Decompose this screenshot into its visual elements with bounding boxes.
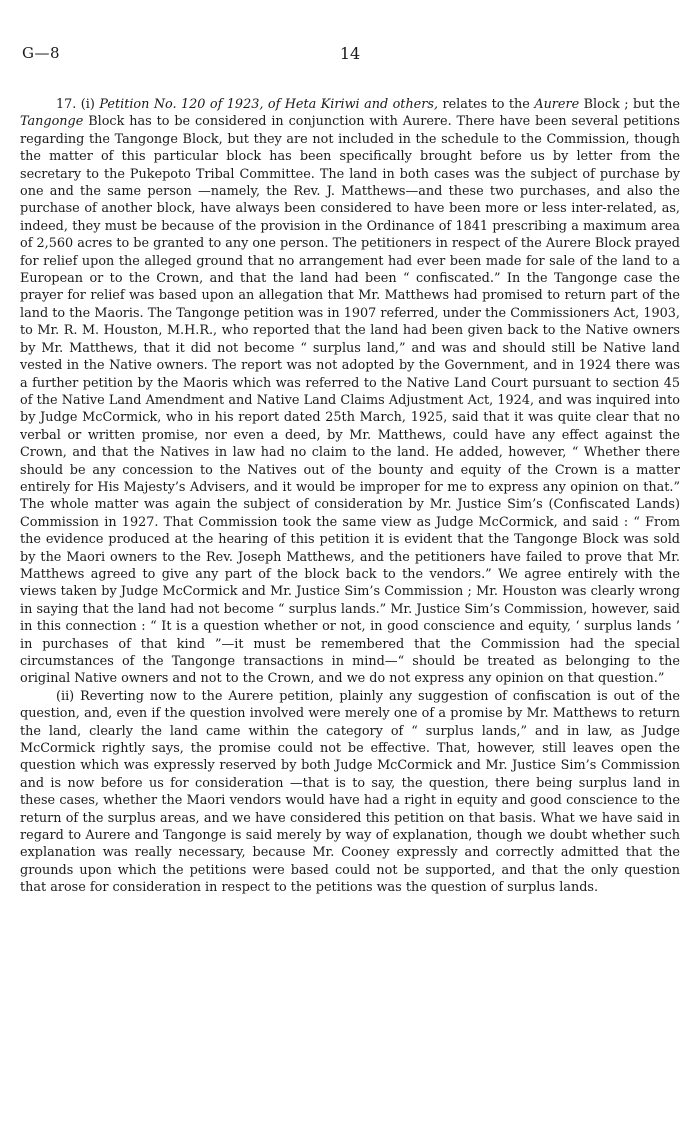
document-reference: G—8 <box>22 44 61 62</box>
paragraph-17-ii: (ii) Reverting now to the Aurere petition, plainly any suggestion of confiscation is out of the question, and, even if the question involved were merely one of a promise by Mr. Matthews to return the land, clearly the land came within the category of “ surplus lands,” and in law, as Judge McCormick rightly says, the promise could not be effective. That, however, still leaves open the question which was expressly reserved by both Judge McCormick and Mr. Justice Sim’s Commission and is now before us for consideration —that is to say, the question, there being surplus land in these cases, whether the Maori vendors would have had a right in equity and good conscience to the return of the surplus areas, and we have considered this petition on that basis. What we have said in regard to Aurere and Tangonge is said merely by way of explanation, though we doubt whether such explanation was really necessary, because Mr. Cooney expressly and correctly admitted that the grounds upon which the petitions were based could not be supported, and that the only question that arose for consideration in respect to the petitions was the question of surplus lands. <box>20 688 680 896</box>
paragraph-text: Block ; but the <box>579 97 680 112</box>
petition-title: Petition No. 120 of 1923, of Heta Kiriwi and others, <box>99 97 439 112</box>
paragraph-text: Block has to be considered in conjunction with Aurere. There have been several petitions regarding the Tangonge Block, but they are not included in the schedule to the Commission, though the matter of this particular block has been specifically brought before us by letter from the secretary to the Pukepoto Tribal Committee. The land in both cases was the subject of purchase by one and the same person —namely, the Rev. J. Matthews—and these two purchases, and also the purchase of another block, have always been considered to have been more or less inter-related, as, indeed, they must be because of the provision in the Ordinance of 1841 prescribing a maximum area of 2,560 acres to be granted to any one person. The petitioners in respect of the Aurere Block prayed for relief upon the alleged ground that no arrangement had ever been made for sale of the land to a European or to the Crown, and that the land had been “ confiscated.” In the Tangonge case the prayer for relief was based upon an allegation that Mr. Matthews had promised to return part of the land to the Maoris. The Tangonge petition was in 1907 referred, under the Commissioners Act, 1903, to Mr. R. M. Houston, M.H.R., who reported that the land had been given back to the Native owners by Mr. Matthews, that it did not become “ surplus land,” and was and should still be Native land vested in the Native owners. The report was not adopted by the Government, and in 1924 there was a further petition by the Maoris which was referred to the Native Land Court pursuant to section 45 of the Native Land Amendment and Native Land Claims Adjustment Act, 1924, and was inquired into by Judge McCormick, who in his report dated 25th March, 1925, said that it was quite clear that no verbal or written promise, nor even a deed, by Mr. Matthews, could have any effect against the Crown, and that the Natives in law had no claim to the land. He added, however, “ Whether there should be any concession to the Natives out of the bounty and equity of the Crown is a matter entirely for His Majesty’s Advisers, and it would be improper for me to express any opinion on that.” The whole matter was again the subject of consideration by Mr. Justice Sim’s (Confiscated Lands) Commission in 1927. That Commission took the same view as Judge McCormick, and said : “ From the evidence produced at the hearing of this petition it is evident that the Tangonge Block was sold by the Maori owners to the Rev. Joseph Matthews, and the petitioners have failed to prove that Mr. Matthews agreed to give any part of the block back to the vendors.” We agree entirely with the views taken by Judge McCormick and Mr. Justice Sim’s Commission ; Mr. Houston was clearly wrong in saying that the land had not become “ surplus lands.” Mr. Justice Sim’s Commission, however, said in this connection : “ It is a question whether or not, in good conscience and equity, ‘ surplus lands ’ in purchases of that kind ”—it must be remembered that the Commission had the special circumstances of the Tangonge transactions in mind—“ should be treated as belonging to the original Native owners and not to the Crown, and we do not express any opinion on that question.” <box>20 114 680 687</box>
block-name-tangonge: Tangonge <box>20 114 84 130</box>
paragraph-17-i <box>20 96 680 688</box>
document-body <box>20 96 680 897</box>
paragraph-text: relates to the <box>438 97 535 112</box>
block-name-aurere: Aurere <box>534 97 580 112</box>
page-number: 14 <box>339 44 361 63</box>
paragraph-prefix: 17. (i) <box>56 97 100 112</box>
page-header <box>18 44 682 64</box>
